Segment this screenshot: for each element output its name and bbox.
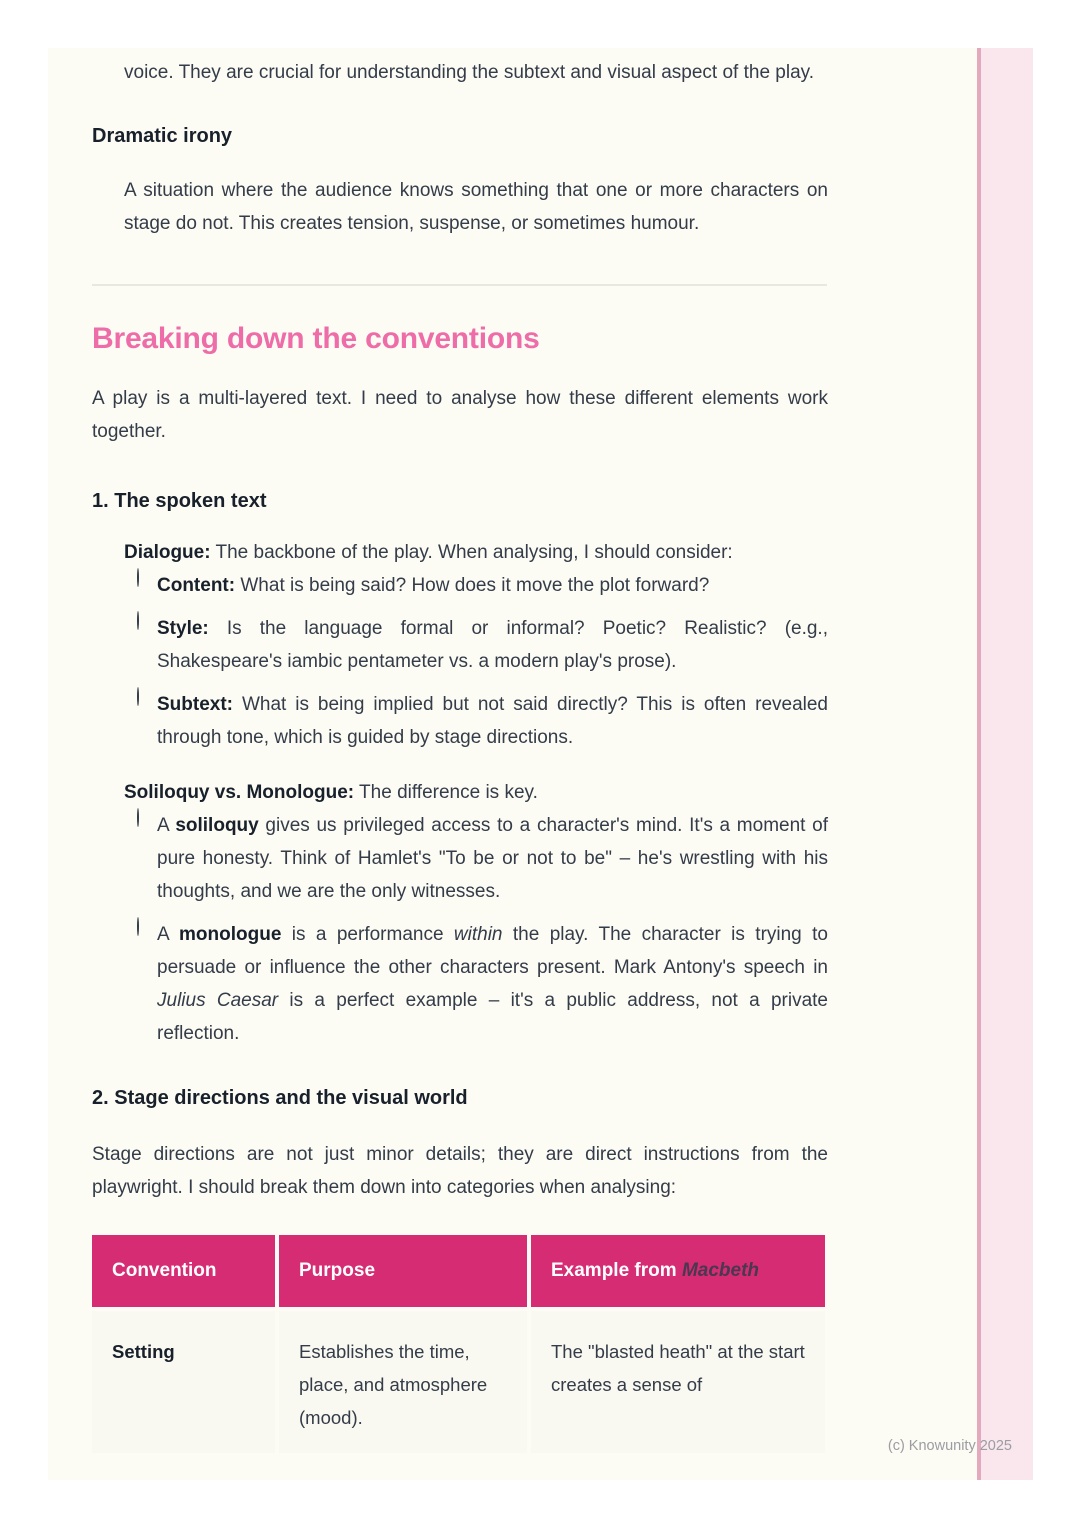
- bullet-circle-icon: [124, 809, 157, 908]
- table-cell-purpose: Establishes the time, place, and atmosphere (mood).: [279, 1311, 527, 1453]
- title-julius-caesar: Julius Caesar: [157, 990, 279, 1011]
- text-fragment: is a performance: [281, 924, 454, 945]
- list-item-monologue: [124, 918, 828, 1050]
- table-header-convention: Convention: [92, 1235, 275, 1307]
- list-item-text: [157, 612, 828, 678]
- list-item-subtext: [124, 688, 828, 754]
- list-item-dialogue: [92, 536, 828, 569]
- section-intro-paragraph: A play is a multi-layered text. I need to analyse how these different elements work together.: [92, 388, 828, 442]
- continuation-paragraph: voice. They are crucial for understanding the subtext and visual aspect of the play.: [124, 62, 815, 83]
- list-item-text: [124, 776, 828, 809]
- bullet-disc-icon: [92, 776, 124, 809]
- bullet-circle-icon: [124, 688, 157, 754]
- term-definition: The difference is key.: [354, 782, 538, 803]
- dramatic-irony-list: [92, 174, 828, 240]
- term-monologue: monologue: [179, 924, 282, 945]
- list-item-soliloquy-vs-monologue: [92, 776, 828, 809]
- list-item-style: [124, 612, 828, 678]
- list-item-text: [157, 569, 828, 602]
- heading-dramatic-irony: Dramatic irony: [92, 125, 233, 147]
- page-content: [92, 48, 828, 1453]
- list-item-text: [157, 918, 828, 1050]
- header-text: Example from: [551, 1260, 682, 1281]
- dialogue-sublist: [124, 569, 828, 754]
- title-macbeth: Macbeth: [681, 1260, 760, 1281]
- list-item-text: [157, 688, 828, 754]
- list-item-text: A situation where the audience knows something that one or more characters on stage do not. This creates tension, suspense, or sometimes humour.: [124, 180, 828, 234]
- knowunity-watermark: (c) Knowunity 2025: [887, 1438, 1012, 1454]
- decorative-pink-stripe: [977, 48, 1033, 1480]
- bullet-disc-icon: [92, 174, 124, 240]
- table-cell-convention: Setting: [92, 1311, 275, 1453]
- soliloquy-sublist: [124, 809, 828, 1050]
- list-item-content: [124, 569, 828, 602]
- term-style: Style:: [157, 618, 209, 639]
- section-title: Breaking down the conventions: [92, 322, 540, 355]
- text-fragment: the play. The character is trying to persuade or influence the other characters present. Mark Antony's speech in: [157, 924, 828, 978]
- table-header-example: [531, 1235, 825, 1307]
- term-definition: The backbone of the play. When analysing, I should consider:: [210, 542, 733, 563]
- term-definition: What is being implied but not said directly? This is often revealed through tone, which is guided by stage directions.: [157, 694, 828, 748]
- term-soliloquy: soliloquy: [175, 815, 259, 836]
- term-definition: What is being said? How does it move the plot forward?: [235, 575, 710, 596]
- bullet-circle-icon: [124, 918, 157, 1050]
- bullet-circle-icon: [124, 612, 157, 678]
- list-item-soliloquy: [124, 809, 828, 908]
- section-divider: [92, 284, 827, 286]
- document-page: [48, 48, 1033, 1480]
- stage-intro-paragraph: Stage directions are not just minor details; they are direct instructions from the playwright. I should break them down into categories when analysing:: [92, 1144, 828, 1198]
- list-item-text: [124, 536, 828, 569]
- list-item: [92, 174, 828, 240]
- bullet-disc-icon: [92, 536, 124, 569]
- term-subtext: Subtext:: [157, 694, 233, 715]
- text-fragment: is a perfect example – it's a public address, not a private reflection.: [157, 990, 828, 1044]
- term-definition: gives us privileged access to a character's mind. It's a moment of pure honesty. Think of Hamlet's "To be or not to be" – he's wrestling with his thoughts, and we are the only witnesses.: [157, 815, 828, 902]
- table-cell-example: The "blasted heath" at the start creates a sense of: [531, 1311, 825, 1453]
- term-soliloquy-vs-monologue: Soliloquy vs. Monologue:: [124, 782, 355, 803]
- table-header-purpose: Purpose: [279, 1235, 527, 1307]
- text-fragment: A: [157, 815, 176, 836]
- term-dialogue: Dialogue:: [124, 542, 211, 563]
- spoken-text-list: [92, 536, 828, 1050]
- text-fragment: A: [157, 924, 180, 945]
- list-item-text: [157, 809, 828, 908]
- heading-spoken-text: 1. The spoken text: [92, 490, 267, 512]
- term-definition: Is the language formal or informal? Poetic? Realistic? (e.g., Shakespeare's iambic pentameter vs. a modern play's prose).: [157, 618, 828, 672]
- term-content: Content:: [157, 575, 236, 596]
- conventions-table: [92, 1235, 825, 1453]
- emphasis-within: within: [453, 924, 503, 945]
- bullet-circle-icon: [124, 569, 157, 602]
- heading-stage-directions: 2. Stage directions and the visual world: [92, 1087, 468, 1109]
